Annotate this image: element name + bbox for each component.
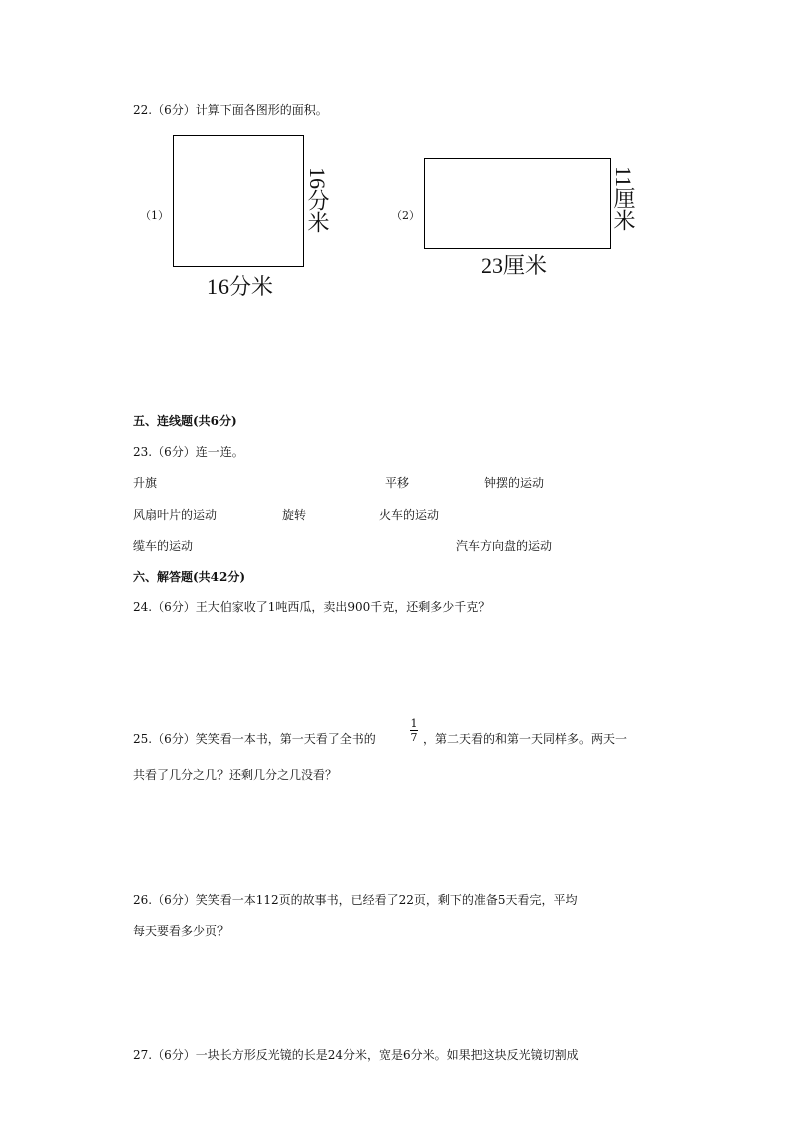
q23-title: 23.（6分）连一连。	[133, 445, 244, 459]
q24-text: 24.（6分）王大伯家收了1吨西瓜，卖出900千克，还剩多少千克？	[133, 600, 491, 614]
match-item-steering-wheel: 汽车方向盘的运动	[456, 539, 553, 553]
rectangle-length-label: 23厘米	[481, 253, 548, 278]
q25-fraction	[410, 718, 418, 743]
q22-title: 22.（6分）计算下面各图形的面积。	[133, 103, 328, 117]
section6-title: 六、解答题(共42分)	[133, 570, 246, 584]
match-item-raise-flag: 升旗	[133, 476, 158, 490]
match-item-cable-car: 缆车的运动	[133, 539, 194, 553]
match-item-pendulum: 钟摆的运动	[484, 476, 545, 490]
fraction-denominator: 7	[410, 731, 418, 744]
square-side-label: 16分米	[305, 167, 330, 233]
q25-text-after: ，第二天看的和第一天同样多。两天一	[423, 732, 628, 746]
section5-title: 五、连线题(共6分)	[133, 414, 237, 428]
q26-line2: 每天要看多少页？	[133, 924, 230, 938]
match-item-train: 火车的运动	[379, 508, 440, 522]
match-item-translation: 平移	[385, 476, 410, 490]
square-figure	[173, 135, 304, 267]
figure1-label: （1）	[140, 209, 169, 222]
q27-line1: 27.（6分）一块长方形反光镜的长是24分米，宽是6分米。如果把这块反光镜切割成	[133, 1048, 579, 1062]
q26-line1: 26.（6分）笑笑看一本112页的故事书，已经看了22页，剩下的准备5天看完，平均	[133, 893, 578, 907]
square-bottom-label: 16分米	[207, 274, 274, 299]
match-item-rotation: 旋转	[282, 508, 307, 522]
rectangle-figure	[424, 158, 611, 249]
q25-line2: 共看了几分之几？还剩几分之几没看？	[133, 768, 338, 782]
q25-text-before: 25.（6分）笑笑看一本书，第一天看了全书的	[133, 732, 376, 746]
figure2-label: （2）	[391, 209, 420, 222]
fraction-numerator: 1	[410, 717, 418, 730]
rectangle-width-label: 11厘米	[611, 166, 636, 232]
match-item-fan-blade: 风扇叶片的运动	[133, 508, 218, 522]
